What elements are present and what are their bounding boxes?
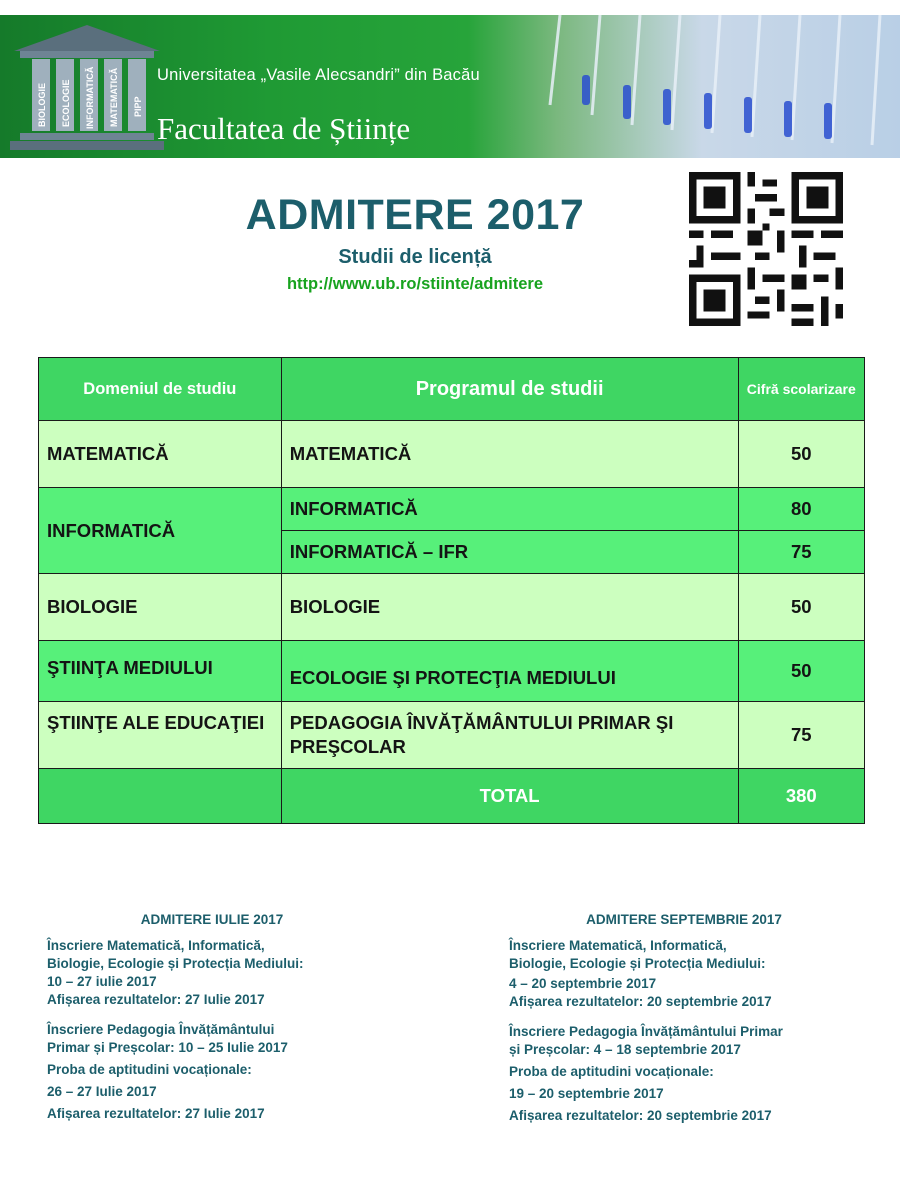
- september-line: Proba de aptitudini vocaționale:: [509, 1064, 714, 1079]
- row-program: BIOLOGIE: [281, 574, 738, 641]
- september-admission-info: [509, 911, 859, 1125]
- faculty-logo: [6, 21, 168, 155]
- page-subtitle: Studii de licență: [338, 246, 492, 268]
- table-row: [39, 574, 865, 641]
- row-program: ECOLOGIE ŞI PROTECŢIA MEDIULUI: [281, 641, 738, 702]
- september-heading: ADMITERE SEPTEMBRIE 2017: [586, 912, 782, 927]
- september-line: Biologie, Ecologie și Protecția Mediului:: [509, 956, 766, 971]
- july-line: 10 – 27 iulie 2017: [47, 974, 157, 989]
- september-line: Afișarea rezultatelor: 20 septembrie 2017: [509, 994, 772, 1009]
- table-row: [39, 421, 865, 488]
- row-places: 50: [738, 641, 864, 702]
- row-program: INFORMATICĂ: [281, 488, 738, 531]
- row-program: PEDAGOGIA ÎNVĂŢĂMÂNTULUI PRIMAR ŞI PREŞCOLAR: [281, 702, 738, 769]
- september-line: Afișarea rezultatelor: 20 septembrie 2017: [509, 1108, 772, 1123]
- july-line: Înscriere Pedagogia Învățământului: [47, 1022, 275, 1037]
- row-domain: ŞTIINŢA MEDIULUI: [39, 641, 282, 702]
- total-label: TOTAL: [281, 769, 738, 824]
- july-line: Proba de aptitudini vocaționale:: [47, 1062, 252, 1077]
- july-line: Biologie, Ecologie și Protecția Mediului:: [47, 956, 304, 971]
- row-places: 75: [738, 702, 864, 769]
- header-program: Programul de studii: [281, 358, 738, 421]
- page-title: ADMITERE 2017: [245, 191, 585, 239]
- row-domain: ŞTIINŢE ALE EDUCAŢIEI: [39, 702, 282, 769]
- september-line: Înscriere Matematică, Informatică,: [509, 938, 727, 953]
- row-places: 50: [738, 574, 864, 641]
- table-row: [39, 702, 865, 769]
- september-line: 4 – 20 septembrie 2017: [509, 976, 657, 991]
- header-domain: Domeniul de studiu: [39, 358, 282, 421]
- july-admission-info: [47, 911, 377, 1123]
- row-domain: INFORMATICĂ: [39, 488, 282, 574]
- july-line: Afișarea rezultatelor: 27 Iulie 2017: [47, 992, 265, 1007]
- header-banner: [0, 15, 900, 158]
- september-line: și Preșcolar: 4 – 18 septembrie 2017: [509, 1042, 741, 1057]
- test-tubes-illustration: [520, 15, 900, 158]
- admission-link[interactable]: http://www.ub.ro/stiinte/admitere: [286, 275, 544, 293]
- table-row: [39, 641, 865, 702]
- row-domain: MATEMATICĂ: [39, 421, 282, 488]
- total-empty-cell: [39, 769, 282, 824]
- july-heading: ADMITERE IULIE 2017: [140, 912, 284, 927]
- faculty-name: Facultatea de Științe: [157, 111, 411, 146]
- logo-column-matematica: MATEMATICĂ: [109, 67, 119, 127]
- total-value: 380: [738, 769, 864, 824]
- table-row: [39, 488, 865, 531]
- row-places: 75: [738, 531, 864, 574]
- september-line: Înscriere Pedagogia Învățământului Primar: [509, 1024, 783, 1039]
- programs-table: [38, 357, 865, 824]
- july-line: Primar și Preșcolar: 10 – 25 Iulie 2017: [47, 1040, 288, 1055]
- row-places: 80: [738, 488, 864, 531]
- logo-column-biologie: BIOLOGIE: [37, 82, 47, 127]
- july-line: 26 – 27 Iulie 2017: [47, 1084, 157, 1099]
- september-line: 19 – 20 septembrie 2017: [509, 1086, 664, 1101]
- header-places: Cifră scolarizare: [738, 358, 864, 421]
- university-name: Universitatea „Vasile Alecsandri” din Bacău: [157, 66, 480, 84]
- logo-column-informatica: INFORMATICĂ: [85, 66, 95, 129]
- row-program: INFORMATICĂ – IFR: [281, 531, 738, 574]
- total-row: [39, 769, 865, 824]
- july-line: Înscriere Matematică, Informatică,: [47, 938, 265, 953]
- row-domain: BIOLOGIE: [39, 574, 282, 641]
- july-line: Afișarea rezultatelor: 27 Iulie 2017: [47, 1106, 265, 1121]
- row-program: MATEMATICĂ: [281, 421, 738, 488]
- row-places: 50: [738, 421, 864, 488]
- logo-column-pipp: PIPP: [133, 96, 143, 117]
- table-header-row: [39, 358, 865, 421]
- logo-column-ecologie: ECOLOGIE: [61, 79, 71, 127]
- qr-code-icon: [689, 172, 843, 326]
